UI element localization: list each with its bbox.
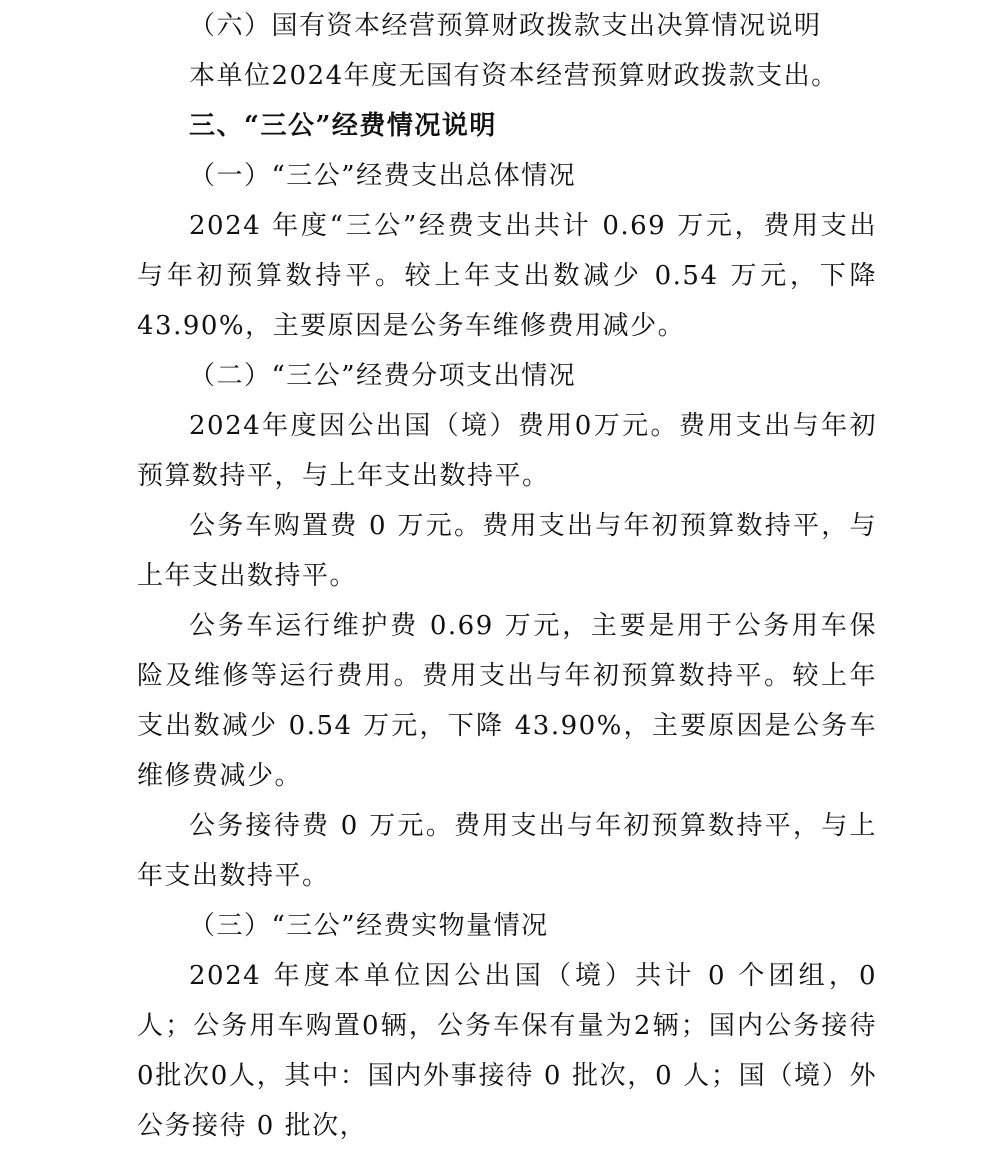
document-body (137, 0, 877, 1151)
section-heading-three-public: 三、“三公”经费情况说明 (189, 111, 497, 141)
subheading-physical-quantity: （三）“三公”经费实物量情况 (189, 911, 549, 941)
paragraph-physical-quantity: 2024 年度本单位因公出国（境）共计 0 个团组，0 人；公务用车购置0辆，公务车保有量为2辆；国内公务接待0批次0人，其中：国内外事接待 0 批次，0 人；国（境）外公务接待 0 批次， (137, 961, 877, 1141)
paragraph-state-capital-budget: 本单位2024年度无国有资本经营预算财政拨款支出。 (189, 61, 839, 91)
paragraph-overall: 2024 年度“三公”经费支出共计 0.69 万元，费用支出与年初预算数持平。较上年支出数减少 0.54 万元，下降 43.90%，主要原因是公务车维修费用减少。 (137, 211, 877, 341)
paragraph-vehicle-purchase: 公务车购置费 0 万元。费用支出与年初预算数持平，与上年支出数持平。 (137, 511, 877, 591)
subheading-itemized: （二）“三公”经费分项支出情况 (189, 361, 577, 391)
section-heading-state-capital-budget: （六）国有资本经营预算财政拨款支出决算情况说明 (189, 11, 822, 41)
paragraph-reception: 公务接待费 0 万元。费用支出与年初预算数持平，与上年支出数持平。 (137, 811, 877, 891)
subheading-overall: （一）“三公”经费支出总体情况 (189, 161, 577, 191)
paragraph-vehicle-operation: 公务车运行维护费 0.69 万元，主要是用于公务用车保险及维修等运行费用。费用支出与年初预算数持平。较上年支出数减少 0.54 万元，下降 43.90%，主要原因是公务车维修费减少。 (137, 611, 877, 791)
paragraph-overseas-travel: 2024年度因公出国（境）费用0万元。费用支出与年初预算数持平，与上年支出数持平。 (137, 411, 877, 491)
